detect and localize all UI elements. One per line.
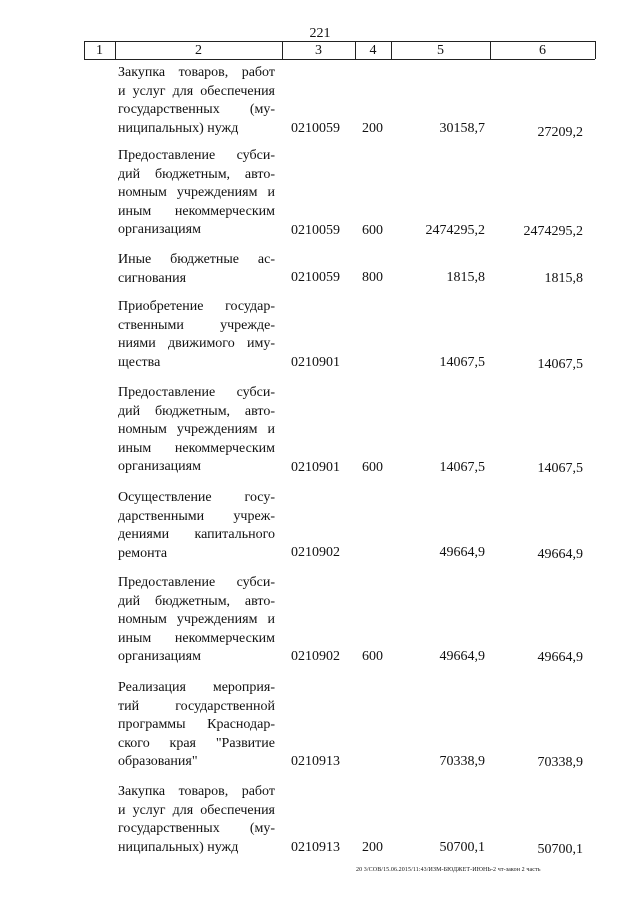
row-expense-type: 200 bbox=[362, 121, 383, 136]
description-line: Предоставление субси- bbox=[118, 148, 275, 163]
row-code: 0210913 bbox=[291, 754, 340, 769]
row-value-col5: 49664,9 bbox=[439, 545, 485, 560]
description-line: программы Краснодар- bbox=[118, 717, 275, 733]
column-header-4: 4 bbox=[369, 43, 377, 58]
row-value-col6: 2474295,2 bbox=[523, 224, 583, 239]
column-header-6: 6 bbox=[539, 43, 546, 58]
row-code: 0210059 bbox=[291, 223, 340, 238]
description-line: дий бюджетным, авто- bbox=[118, 166, 275, 182]
description-line: организациям bbox=[118, 222, 201, 238]
description-line: Закупка товаров, работ bbox=[118, 784, 275, 799]
row-value-col5: 14067,5 bbox=[439, 460, 485, 475]
description-line: тий государственной bbox=[118, 698, 275, 714]
description-line: Приобретение государ- bbox=[118, 299, 275, 314]
row-value-col6: 14067,5 bbox=[537, 461, 583, 476]
description-line: Иные бюджетные ас- bbox=[118, 252, 275, 267]
description-line: ственными учрежде- bbox=[118, 317, 275, 333]
description-line: государственных (му- bbox=[118, 821, 275, 837]
document-footer: 20 3/СОВ/15.06.2015/11:43/ИЗМ-БЮДЖЕТ-ИЮНЬ-2 чт-закон 2 часть bbox=[356, 867, 541, 873]
row-description bbox=[118, 783, 275, 857]
row-value-col5: 49664,9 bbox=[439, 649, 485, 664]
description-line: организациям bbox=[118, 459, 201, 475]
row-expense-type: 200 bbox=[362, 840, 383, 855]
row-description bbox=[118, 679, 275, 772]
row-description bbox=[118, 298, 275, 372]
column-header-1: 1 bbox=[96, 43, 103, 58]
column-header-5: 5 bbox=[437, 43, 444, 58]
description-line: номным учреждениям и bbox=[118, 612, 275, 628]
row-description bbox=[118, 64, 275, 138]
row-code: 0210902 bbox=[291, 545, 340, 560]
description-line: Осуществление госу- bbox=[118, 490, 275, 505]
description-line: Предоставление субси- bbox=[118, 575, 275, 590]
row-value-col5: 70338,9 bbox=[439, 754, 485, 769]
description-line: и услуг для обеспечения bbox=[118, 83, 275, 99]
row-code: 0210901 bbox=[291, 355, 340, 370]
column-header-3: 3 bbox=[315, 43, 322, 58]
row-value-col5: 2474295,2 bbox=[425, 223, 485, 238]
row-description bbox=[118, 251, 275, 288]
description-line: ниципальных) нужд bbox=[118, 120, 239, 136]
row-description bbox=[118, 147, 275, 240]
description-line: номным учреждениям и bbox=[118, 422, 275, 438]
row-expense-type: 600 bbox=[362, 460, 383, 475]
description-line: номным учреждениям и bbox=[118, 185, 275, 201]
description-line: дениями капитального bbox=[118, 527, 275, 543]
row-value-col5: 30158,7 bbox=[439, 121, 485, 136]
row-expense-type: 600 bbox=[362, 649, 383, 664]
row-value-col5: 1815,8 bbox=[446, 270, 485, 285]
column-header-2: 2 bbox=[195, 43, 202, 58]
row-code: 0210059 bbox=[291, 270, 340, 285]
row-description bbox=[118, 574, 275, 667]
description-line: ского края "Развитие bbox=[118, 735, 275, 751]
description-line: сигнования bbox=[118, 270, 187, 286]
description-line: щества bbox=[118, 354, 161, 370]
row-value-col6: 49664,9 bbox=[537, 547, 583, 562]
description-line: ниями движимого иму- bbox=[118, 336, 275, 352]
description-line: Предоставление субси- bbox=[118, 385, 275, 400]
description-line: Закупка товаров, работ bbox=[118, 65, 275, 80]
description-line: организациям bbox=[118, 649, 201, 665]
header-divider bbox=[595, 41, 596, 59]
description-line: иным некоммерческим bbox=[118, 203, 275, 219]
description-line: Реализация мероприя- bbox=[118, 680, 275, 695]
description-line: государственных (му- bbox=[118, 102, 275, 118]
row-value-col6: 27209,2 bbox=[537, 125, 583, 140]
row-value-col6: 50700,1 bbox=[537, 842, 583, 857]
row-description bbox=[118, 384, 275, 477]
description-line: дий бюджетным, авто- bbox=[118, 403, 275, 419]
description-line: иным некоммерческим bbox=[118, 440, 275, 456]
description-line: иным некоммерческим bbox=[118, 630, 275, 646]
row-expense-type: 800 bbox=[362, 270, 383, 285]
description-line: дарственными учреж- bbox=[118, 508, 275, 524]
row-code: 0210902 bbox=[291, 649, 340, 664]
row-value-col6: 1815,8 bbox=[544, 271, 583, 286]
description-line: дий бюджетным, авто- bbox=[118, 593, 275, 609]
row-code: 0210059 bbox=[291, 121, 340, 136]
row-description bbox=[118, 489, 275, 563]
row-code: 0210913 bbox=[291, 840, 340, 855]
description-line: и услуг для обеспечения bbox=[118, 802, 275, 818]
row-value-col6: 49664,9 bbox=[537, 650, 583, 665]
description-line: ремонта bbox=[118, 545, 168, 561]
row-value-col5: 50700,1 bbox=[439, 840, 485, 855]
description-line: ниципальных) нужд bbox=[118, 839, 239, 855]
row-code: 0210901 bbox=[291, 460, 340, 475]
row-value-col6: 14067,5 bbox=[537, 357, 583, 372]
row-expense-type: 600 bbox=[362, 223, 383, 238]
row-value-col6: 70338,9 bbox=[537, 755, 583, 770]
page-number: 221 bbox=[309, 26, 331, 41]
description-line: образования" bbox=[118, 754, 198, 770]
row-value-col5: 14067,5 bbox=[439, 355, 485, 370]
